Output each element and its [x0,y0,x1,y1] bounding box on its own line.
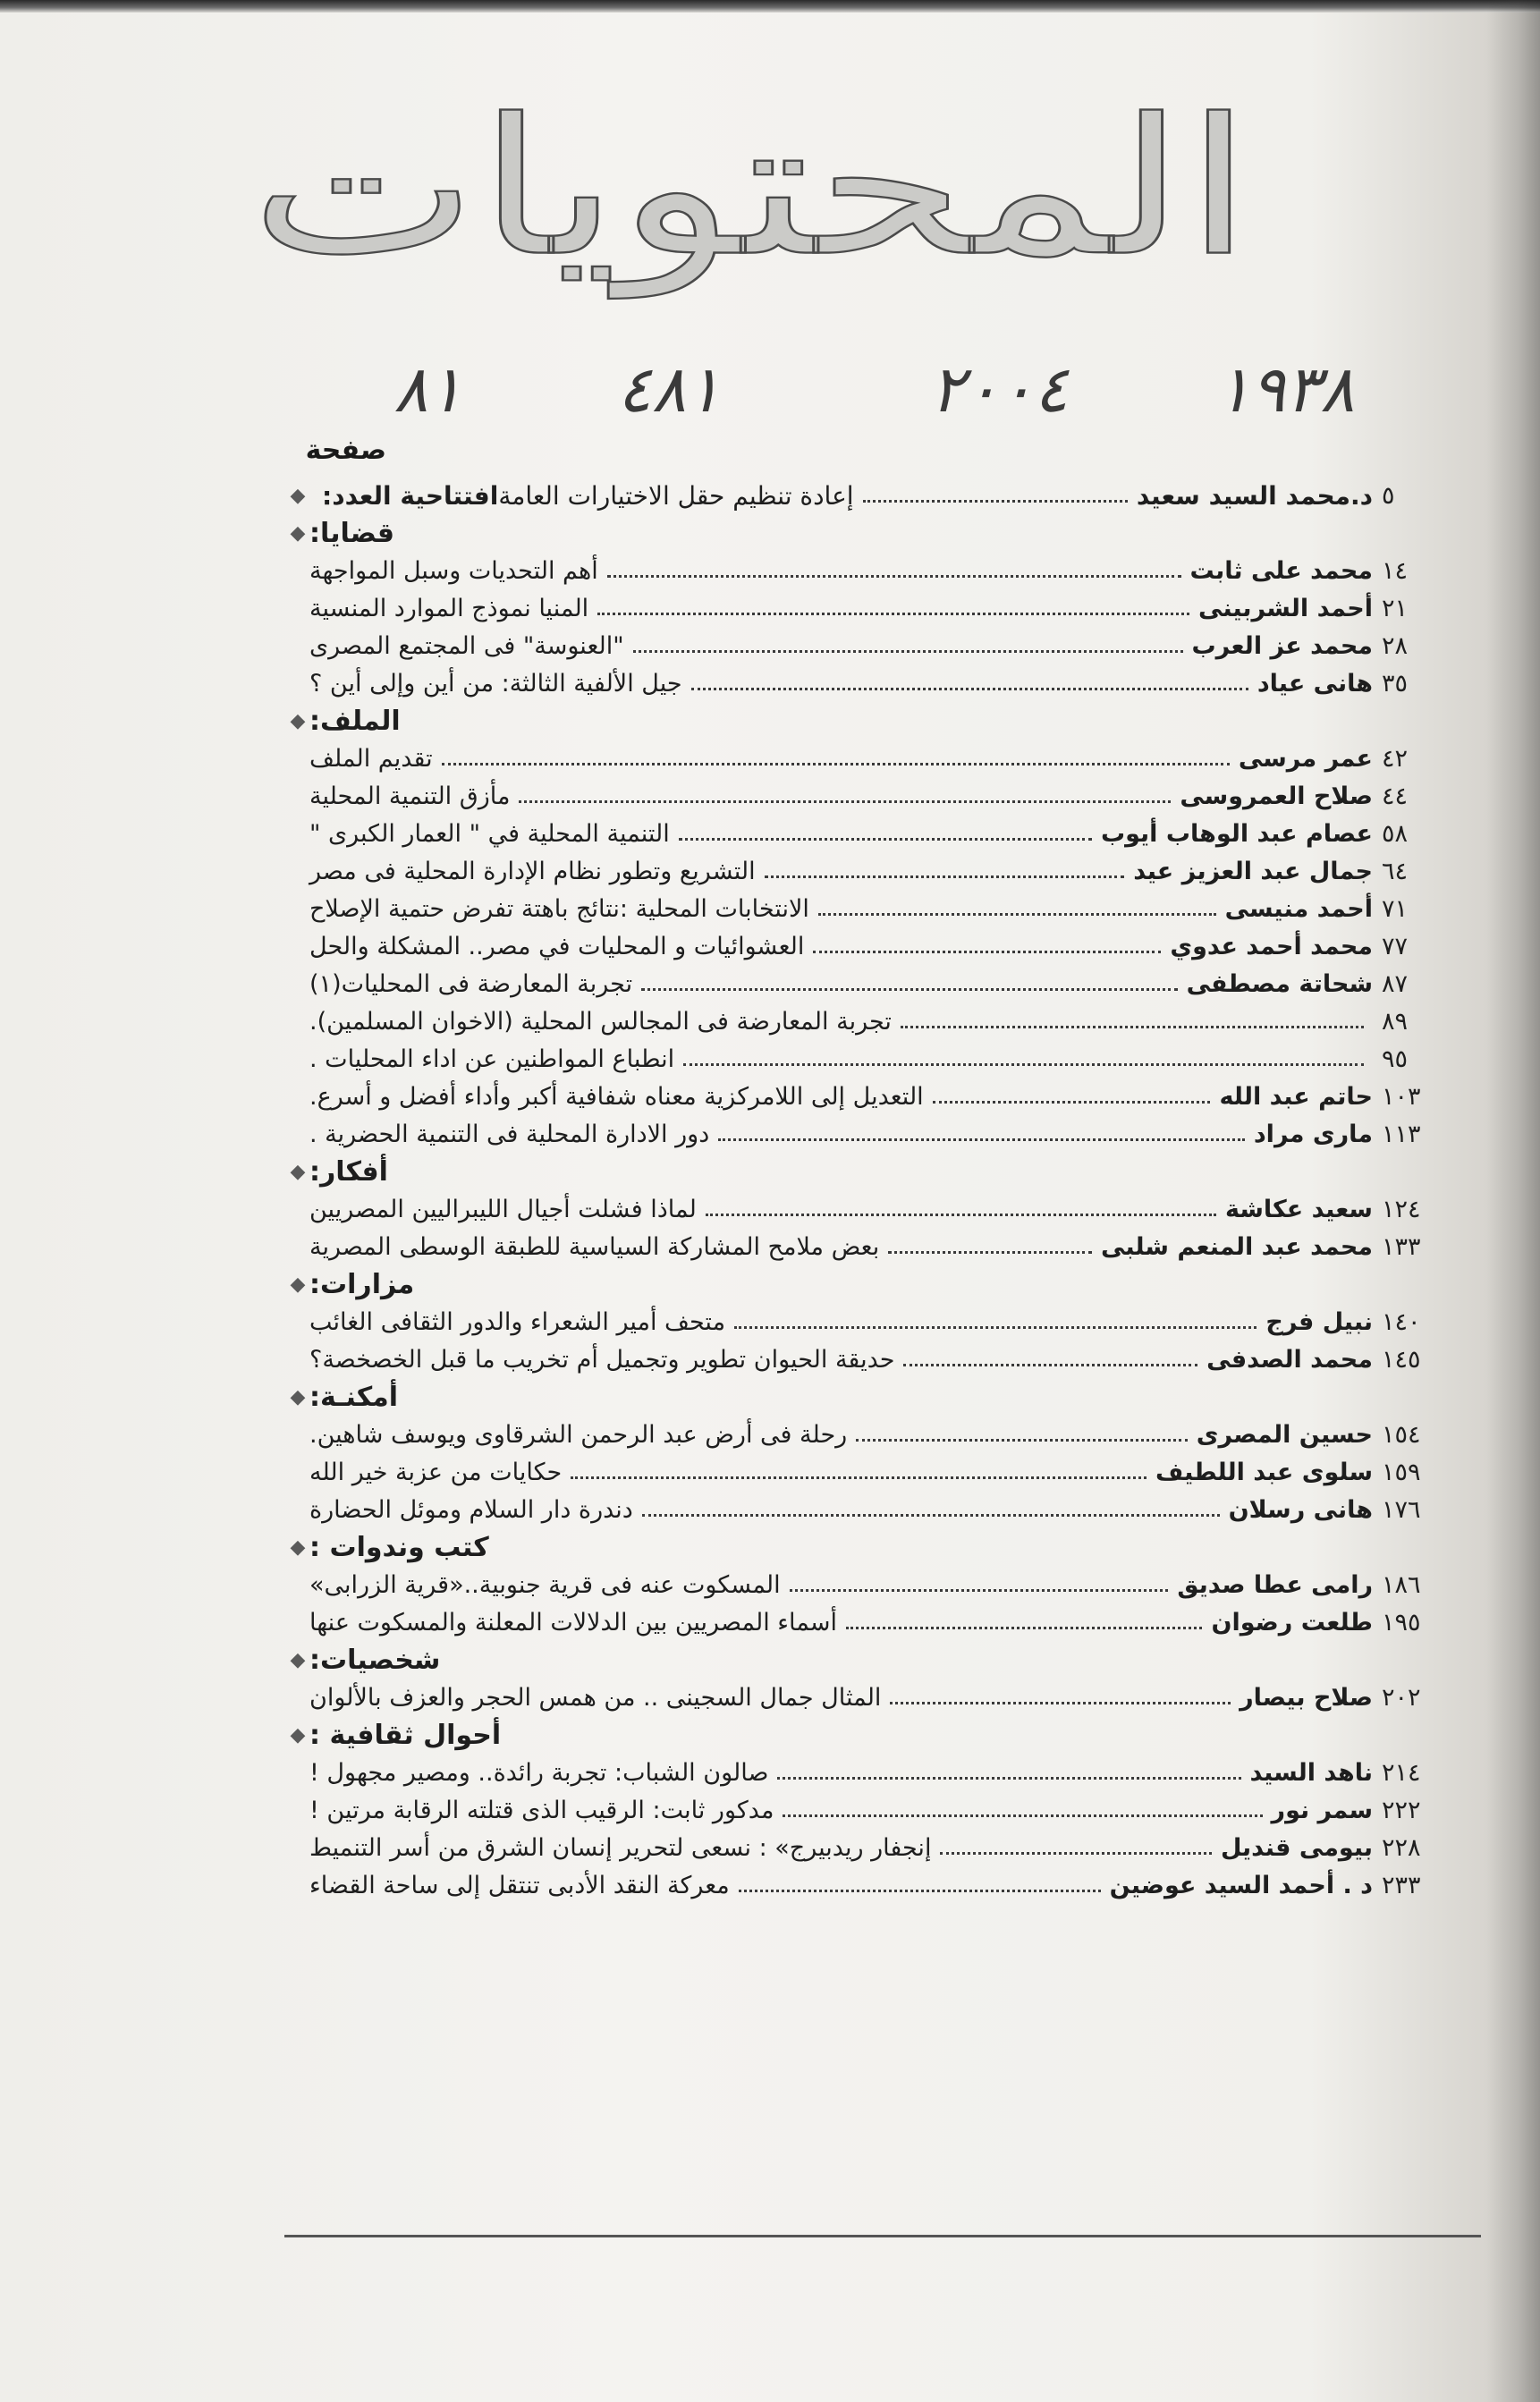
entry-title: المسكوت عنه فى قرية جنوبية..«قرية الزرابى» [309,1570,781,1599]
dot-leader [818,913,1216,916]
toc-entry [286,589,1480,627]
section-heading-text: أمكنـة: [309,1381,398,1413]
entry-page-number: ٦٤ [1382,857,1409,885]
entry-page-number: ٢٣٣ [1382,1871,1421,1899]
dot-leader [633,650,1183,653]
entry-title: معركة النقد الأدبى تنتقل إلى ساحة القضاء [309,1871,730,1899]
entry-author: نبيل فرج [1265,1307,1373,1336]
entry-author: سمر نور [1271,1796,1373,1824]
toc-entry [286,627,1480,664]
entry-author: حسين المصرى [1196,1420,1373,1449]
entry-author: محمد الصدفى [1206,1345,1373,1374]
dot-leader [783,1814,1262,1817]
entry-author: طلعت رضوان [1211,1608,1373,1637]
section-heading-text: افتتاحية العدد: [322,480,499,511]
toc-entry [286,1078,1480,1115]
entry-author: هانى عياد [1257,669,1373,698]
entry-title: الانتخابات المحلية :نتائج باهتة تفرض حتمية الإصلاح [309,894,809,923]
toc-entry [286,1341,1480,1378]
entry-author: أحمد الشربينى [1198,594,1373,622]
entry-author: محمد عبد المنعم شلبى [1101,1232,1373,1261]
dot-leader [777,1777,1240,1780]
handwritten-note-issue: ٨١ [393,351,463,427]
entry-author: د.محمد السيد سعيد [1136,480,1373,511]
entry-author: عصام عبد الوهاب أيوب [1100,819,1373,848]
bottom-rule [284,2235,1481,2237]
toc-entry [286,1679,1480,1716]
handwritten-note-number: ٢٠٠٤ [930,351,1069,427]
toc-entry [286,1453,1480,1491]
dot-leader [442,763,1230,765]
entry-page-number: ١٠٣ [1382,1082,1421,1111]
entry-page-number: ١٤٥ [1382,1345,1421,1374]
entry-author: جمال عبد العزيز عيد [1133,857,1373,885]
diamond-bullet-icon: ◆ [290,1535,306,1559]
diamond-bullet-icon: ◆ [290,1648,306,1671]
dot-leader [571,1476,1147,1479]
entry-author: أحمد منيسى [1224,894,1373,923]
entry-title: التعديل إلى اللامركزية معناه شفافية أكبر وأداء أفضل و أسرع. [309,1082,924,1111]
dot-leader [679,838,1092,841]
toc-entry [286,1754,1480,1791]
toc-section-heading [286,702,1480,740]
section-heading-text: كتب وندوات : [309,1531,489,1563]
entry-author: صلاح بيصار [1240,1683,1373,1712]
toc-entry [286,965,1480,1002]
entry-page-number: ٥ [1382,481,1395,510]
toc-entry [286,1603,1480,1641]
toc-entry [286,1115,1480,1153]
entry-title: حكايات من عزبة خير الله [309,1458,563,1486]
entry-author: حاتم عبد الله [1219,1082,1373,1111]
page-column-label: صفحة [305,435,386,466]
dot-leader [765,875,1125,878]
toc-entry [286,477,1480,514]
diamond-bullet-icon: ◆ [290,1273,306,1296]
scan-top-edge [0,0,1540,13]
dot-leader [597,613,1189,615]
toc-entry [286,1190,1480,1228]
toc-section-heading [286,1265,1480,1303]
entry-title: العشوائيات و المحليات في مصر.. المشكلة والحل [309,932,805,960]
entry-title: متحف أمير الشعراء والدور الثقافى الغائب [309,1307,726,1336]
entry-title: لماذا فشلت أجيال الليبراليين المصريين [309,1195,697,1223]
toc-entry [286,1040,1480,1078]
dot-leader [940,1852,1211,1855]
toc-entry [286,815,1480,852]
entry-title: صالون الشباب: تجربة رائدة.. ومصير مجهول ! [309,1758,769,1787]
entry-page-number: ١٨٦ [1382,1570,1421,1599]
diamond-bullet-icon: ◆ [290,709,306,732]
entry-title: المنيا نموذج الموارد المنسية [309,594,589,622]
entry-title: التشريع وتطور نظام الإدارة المحلية فى مصر [309,857,756,885]
entry-author: شحاتة مصطفى [1186,969,1373,998]
section-heading-text: الملف: [309,705,401,737]
entry-page-number: ٢١٤ [1382,1758,1421,1787]
diamond-bullet-icon: ◆ [290,484,306,507]
section-heading-text: أفكار: [309,1155,388,1188]
entry-author: محمد عز العرب [1191,631,1373,660]
toc-section-heading [286,1528,1480,1566]
diamond-bullet-icon: ◆ [290,521,306,545]
toc-entry [286,927,1480,965]
handwritten-note-code: ٤٨١ [617,351,722,427]
dot-leader [903,1364,1197,1366]
entry-title: تقديم الملف [309,744,433,773]
entry-author: سلوى عبد اللطيف [1155,1458,1373,1486]
entry-author: د . أحمد السيد عوضين [1109,1871,1373,1899]
toc-section-heading [286,514,1480,552]
handwritten-note-year: ١٩٣٨ [1216,351,1355,427]
page-title: المحتويات [250,77,1252,298]
entry-page-number: ١٧٦ [1382,1495,1421,1524]
entry-page-number: ٢٨ [1382,631,1409,660]
toc-entry [286,1416,1480,1453]
toc-entry [286,664,1480,702]
entry-page-number: ٧٧ [1382,932,1409,960]
section-heading-text: شخصيات: [309,1644,441,1676]
entry-author: ناهد السيد [1249,1758,1373,1787]
entry-page-number: ٢٠٢ [1382,1683,1421,1712]
entry-author: رامى عطا صديق [1177,1570,1373,1599]
dot-leader [691,688,1248,690]
entry-page-number: ١٥٩ [1382,1458,1421,1486]
section-heading-text: أحوال ثقافية : [309,1719,502,1751]
dot-leader [641,988,1177,991]
section-heading-text: مزارات: [309,1268,415,1300]
toc-entry [286,1829,1480,1866]
diamond-bullet-icon: ◆ [290,1723,306,1747]
entry-page-number: ٤٢ [1382,744,1409,773]
entry-author: مارى مراد [1253,1120,1373,1148]
entry-title: التنمية المحلية في " العمار الكبرى " [309,819,670,848]
toc-entry [286,1791,1480,1829]
toc-entry [286,1303,1480,1341]
entry-title: تجربة المعارضة فى المجالس المحلية (الاخوان المسلمين). [309,1007,892,1036]
toc-entry [286,852,1480,890]
toc-entry [286,552,1480,589]
table-of-contents [286,477,1480,1904]
entry-page-number: ١١٣ [1382,1120,1421,1148]
entry-title: جيل الألفية الثالثة: من أين وإلى أين ؟ [309,669,682,698]
toc-entry [286,740,1480,777]
toc-entry [286,1491,1480,1528]
dot-leader [607,575,1181,578]
dot-leader [519,800,1171,803]
entry-page-number: ٢١ [1382,594,1409,622]
toc-entry [286,1566,1480,1603]
entry-page-number: ٥٨ [1382,819,1409,848]
diamond-bullet-icon: ◆ [290,1160,306,1183]
entry-author: هانى رسلان [1228,1495,1373,1524]
dot-leader [739,1890,1101,1892]
toc-entry [286,1228,1480,1265]
toc-section-heading [286,1716,1480,1754]
entry-title: مدكور ثابت: الرقيب الذى قتلته الرقابة مرتين ! [309,1796,774,1824]
section-heading-text: قضايا: [309,517,394,549]
dot-leader [901,1026,1364,1028]
entry-page-number: ١٣٣ [1382,1232,1421,1261]
entry-title: حديقة الحيوان تطوير وتجميل أم تخريب ما قبل الخصخصة؟ [309,1345,895,1374]
entry-title: دندرة دار السلام وموئل الحضارة [309,1495,633,1524]
diamond-bullet-icon: ◆ [290,1385,306,1408]
toc-entry [286,1866,1480,1904]
entry-title: تجربة المعارضة فى المحليات(١) [309,969,633,998]
dot-leader [856,1439,1188,1442]
entry-page-number: ٤٤ [1382,782,1409,810]
toc-entry [286,777,1480,815]
entry-author: بيومى قنديل [1220,1833,1373,1862]
toc-entry [286,1002,1480,1040]
dot-leader [846,1627,1203,1629]
dot-leader [790,1589,1169,1592]
entry-title: بعض ملامح المشاركة السياسية للطبقة الوسطى المصرية [309,1232,880,1261]
dot-leader [863,500,1128,503]
entry-title: المثال جمال السجينى .. من همس الحجر والعزف بالألوان [309,1683,882,1712]
entry-title: أسماء المصريين بين الدلالات المعلنة والمسكوت عنها [309,1608,837,1637]
entry-author: سعيد عكاشة [1224,1195,1373,1223]
toc-section-heading [286,1153,1480,1190]
entry-page-number: ١٥٤ [1382,1420,1421,1449]
entry-page-number: ٧١ [1382,894,1409,923]
entry-title: أهم التحديات وسبل المواجهة [309,556,598,585]
entry-page-number: ٩٥ [1382,1045,1409,1073]
dot-leader [888,1251,1092,1254]
entry-title: مأزق التنمية المحلية [309,782,511,810]
entry-page-number: ١٩٥ [1382,1608,1421,1637]
entry-page-number: ٨٧ [1382,969,1409,998]
entry-title: "العنوسة" فى المجتمع المصرى [309,631,624,660]
entry-page-number: ٢٢٢ [1382,1796,1421,1824]
entry-page-number: ١٢٤ [1382,1195,1421,1223]
entry-author: محمد أحمد عدوي [1170,932,1373,960]
entry-title: إعادة تنظيم حقل الاختيارات العامة [498,480,854,511]
dot-leader [933,1101,1211,1104]
toc-section-heading [286,1378,1480,1416]
dot-leader [706,1214,1216,1216]
entry-page-number: ٨٩ [1382,1007,1409,1036]
dot-leader [734,1326,1257,1329]
entry-author: محمد على ثابت [1189,556,1373,585]
toc-entry [286,890,1480,927]
dot-leader [642,1514,1220,1517]
entry-title: رحلة فى أرض عبد الرحمن الشرقاوى ويوسف شاهين. [309,1420,848,1449]
toc-section-heading [286,1641,1480,1679]
entry-title: إنجفار ريدبيرج» : نسعى لتحرير إنسان الشرق من أسر التنميط [309,1833,932,1862]
entry-title: انطباع المواطنين عن اداء المحليات . [309,1045,675,1073]
entry-author: صلاح العمروسى [1180,782,1373,810]
entry-author: عمر مرسى [1238,744,1373,773]
dot-leader [683,1063,1364,1066]
entry-page-number: ٣٥ [1382,669,1409,698]
entry-title: دور الادارة المحلية فى التنمية الحضرية . [309,1120,710,1148]
entry-page-number: ١٤ [1382,556,1409,585]
entry-page-number: ١٤٠ [1382,1307,1421,1336]
entry-page-number: ٢٢٨ [1382,1833,1421,1862]
page-binding-shadow [1486,0,1540,2402]
dot-leader [813,951,1161,953]
dot-leader [890,1702,1231,1704]
dot-leader [718,1138,1245,1141]
